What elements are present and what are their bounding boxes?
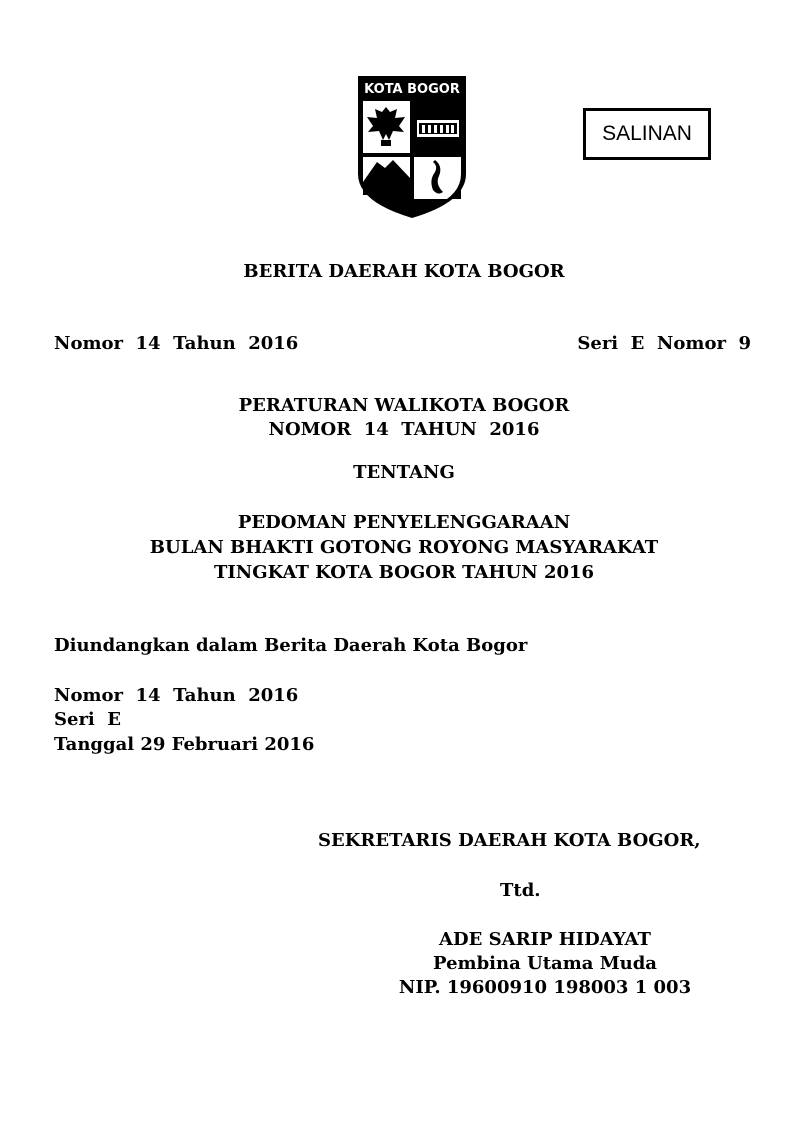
- regulation-title: PERATURAN WALIKOTA BOGOR: [238, 395, 570, 416]
- promulgation-date: Tanggal 29 Februari 2016: [54, 734, 315, 755]
- signatory-nip: NIP. 19600910 198003 1 003: [398, 977, 692, 998]
- regulation-subject-line: TINGKAT KOTA BOGOR TAHUN 2016: [213, 562, 595, 583]
- signatory-block: [320, 928, 770, 1000]
- signatory-rank: Pembina Utama Muda: [433, 953, 657, 974]
- emblem-text: KOTA BOGOR: [364, 82, 460, 97]
- promulgation-seri: Seri E: [54, 709, 122, 730]
- kota-bogor-emblem: [355, 74, 469, 220]
- berita-nomor: Nomor 14 Tahun 2016: [54, 333, 299, 354]
- salinan-stamp: SALINAN: [583, 108, 711, 160]
- emblem-shield-icon: [355, 74, 469, 220]
- signatory-office: SEKRETARIS DAERAH KOTA BOGOR,: [318, 830, 701, 851]
- promulgation-intro: Diundangkan dalam Berita Daerah Kota Bogor: [54, 635, 528, 656]
- document-title: BERITA DAERAH KOTA BOGOR: [243, 261, 565, 282]
- promulgation-nomor: Nomor 14 Tahun 2016: [54, 685, 299, 706]
- regulation-number: NOMOR 14 TAHUN 2016: [268, 419, 540, 440]
- signature-ttd: Ttd.: [500, 880, 541, 901]
- regulation-subject-line: BULAN BHAKTI GOTONG ROYONG MASYARAKAT: [149, 537, 659, 558]
- signatory-name: ADE SARIP HIDAYAT: [439, 929, 651, 950]
- regulation-subject-line: PEDOMAN PENYELENGGARAAN: [237, 512, 571, 533]
- berita-seri: Seri E Nomor 9: [577, 333, 751, 354]
- regulation-tentang: TENTANG: [353, 462, 455, 483]
